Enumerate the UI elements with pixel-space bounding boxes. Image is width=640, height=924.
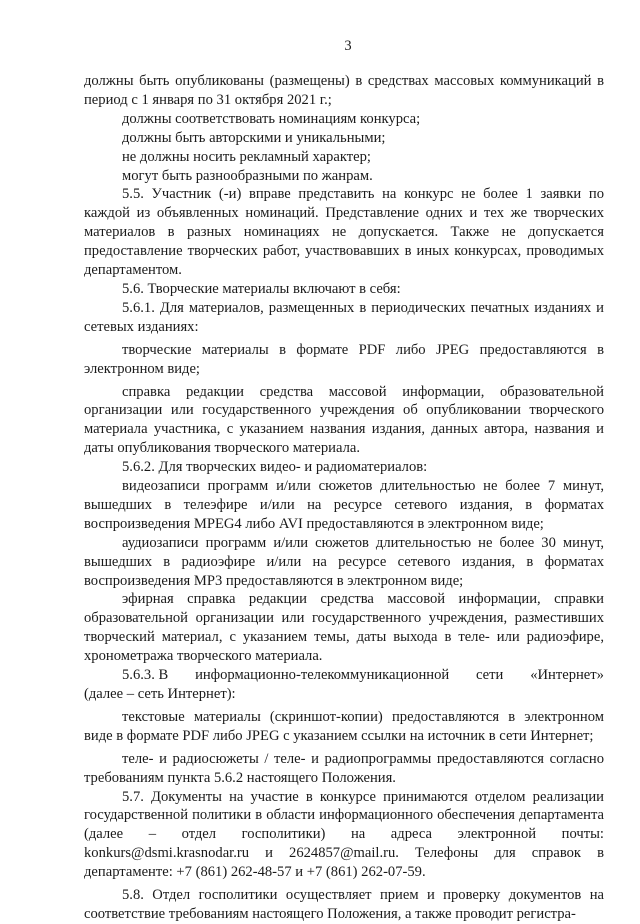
clause-5-6: 5.6. Творческие материалы включают в себя: <box>122 280 401 297</box>
paragraph: должны быть опубликованы (размещены) в средствах массовых коммуникаций в период с 1 января по 31 октября 2021 г.; <box>84 73 604 108</box>
list-item: видеозаписи программ и/или сюжетов длительностью не более 7 минут, вышедших в телеэфире и/или на ресурсе сетевого издания, в форматах воспроизведения MPEG4 либо AVI предоставляются в электронном виде; <box>84 478 604 532</box>
list-item: эфирная справка редакции средства массовой информации, справки образовательной организации или государственного учреждения, разместивших творческий материал, с указанием темы, даты выхода в теле- или радиоэфире, хронометража творческого материала. <box>84 591 604 665</box>
list-item: текстовые материалы (скриншот-копии) предоставляются в электронном виде в формате PDF либо JPEG с указанием ссылки на источник в сети Интернет; <box>84 708 604 744</box>
list-item: аудиозаписи программ и/или сюжетов длительностью не более 30 минут, вышедших в радиоэфире и/или на ресурсе сетевого издания, в форматах воспроизведения MP3 предоставляются в электронном виде; <box>84 534 604 589</box>
document-body <box>84 72 604 924</box>
clause-5-6-1: 5.6.1. Для материалов, размещенных в периодических печатных изданиях и сетевых изданиях: <box>84 299 604 335</box>
clause-5-6-3-part: «Интернет» <box>530 667 604 684</box>
clause-5-8: 5.8. Отдел госполитики осуществляет прием и проверку документов на соответствие требованиям настоящего Положения, а также проводит регистра- <box>84 887 604 922</box>
list-item: теле- и радиосюжеты / теле- и радиопрограммы предоставляются согласно требованиям пункта 5.6.2 настоящего Положения. <box>84 750 604 786</box>
list-item: должны соответствовать номинациям конкурса; <box>122 110 421 127</box>
clause-5-6-3-continuation: (далее – сеть Интернет): <box>84 686 236 702</box>
clause-5-5: 5.5. Участник (-и) вправе представить на конкурс не более 1 заявки по каждой из объявленных номинаций. Представление одних и тех же творческих материалов в разных номинациях не допускается. Также не допускается предоставление творческих работ, участвовавших в иных конкурсах, проводимых департаментом. <box>84 186 604 279</box>
list-item: творческие материалы в формате PDF либо JPEG предоставляются в электронном виде; <box>84 341 604 377</box>
list-item: не должны носить рекламный характер; <box>122 148 371 165</box>
list-item: должны быть авторскими и уникальными; <box>122 129 386 146</box>
clause-5-6-2: 5.6.2. Для творческих видео- и радиоматериалов: <box>122 459 428 476</box>
list-item: могут быть разнообразными по жанрам. <box>122 167 373 184</box>
clause-5-6-3-part: сети <box>476 667 504 684</box>
list-item: справка редакции средства массовой информации, образовательной организации или государственного учреждения об опубликовании творческого материала участника, с указанием названия издания, данных автора, названия и даты опубликования творческого материала. <box>84 383 604 457</box>
clause-5-7: 5.7. Документы на участие в конкурсе принимаются отделом реализации государственной политики в области информационного обеспечения департамента (далее – отдел госполитики) на адреса электронной почты: konkurs@dsmi.krasnodar.ru и 2624857@mail.ru. Телефоны для справок в департаменте: +7 (861) 262-48-57 и +7 (861) 262-07-59. <box>84 788 604 881</box>
clause-5-6-3-part: информационно-телекоммуникационной <box>195 667 450 684</box>
clause-5-6-3-part: 5.6.3. В <box>122 667 169 684</box>
clause-5-6-3-line <box>84 666 604 685</box>
page-number: 3 <box>344 38 352 54</box>
